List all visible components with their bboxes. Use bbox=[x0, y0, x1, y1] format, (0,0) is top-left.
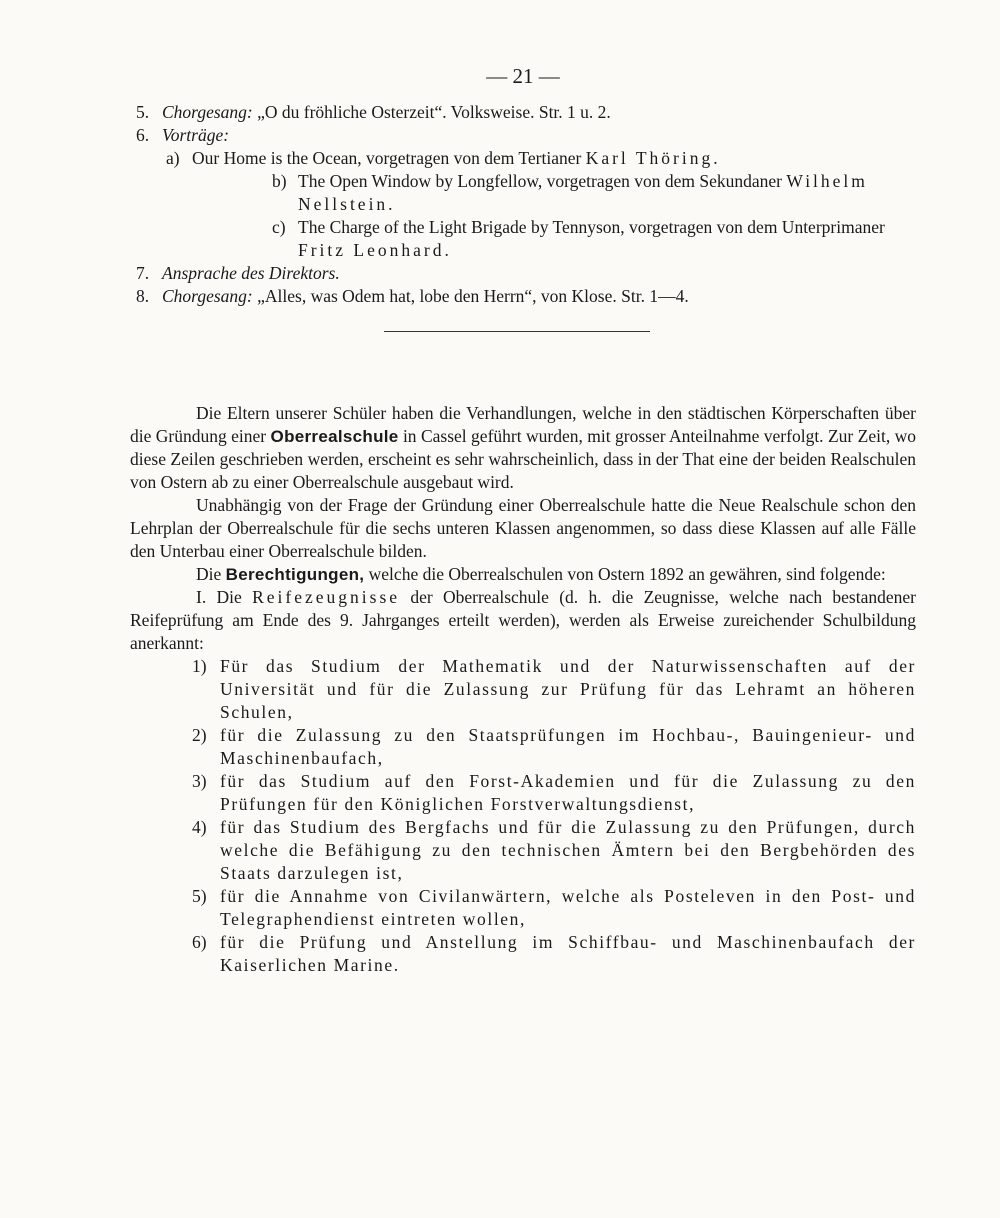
rights-number: 4) bbox=[192, 817, 207, 837]
page-number: — 21 — bbox=[486, 64, 560, 88]
paragraph-berechtigungen bbox=[130, 563, 916, 586]
subitem-letter: a) bbox=[166, 148, 180, 168]
subitem-text: Our Home is the Ocean, vorgetragen von dem Tertianer bbox=[192, 148, 586, 168]
rights-item bbox=[130, 770, 916, 816]
rights-item bbox=[130, 816, 916, 885]
text-run: Die bbox=[196, 564, 226, 584]
rights-item bbox=[130, 885, 916, 931]
speaker-name: Wilhelm Nellstein. bbox=[298, 171, 868, 214]
item-text: „O du fröhliche Osterzeit“. Volksweise. Str. 1 u. 2. bbox=[257, 102, 611, 122]
program-subitem-c bbox=[272, 216, 918, 262]
rights-item bbox=[130, 931, 916, 977]
item-text: „Alles, was Odem hat, lobe den Herrn“, von Klose. Str. 1—4. bbox=[257, 286, 689, 306]
item-number: 8. bbox=[136, 286, 150, 306]
rights-number: 1) bbox=[192, 656, 207, 676]
rights-number: 6) bbox=[192, 932, 207, 952]
paragraph-reifezeugnisse bbox=[130, 586, 916, 655]
speaker-name: Karl Thöring. bbox=[585, 148, 721, 168]
item-number: 5. bbox=[136, 102, 150, 122]
program-list bbox=[136, 101, 918, 308]
body-text bbox=[130, 402, 916, 977]
speaker-name: Fritz Leonhard. bbox=[298, 240, 452, 260]
bold-term: Berechtigungen, bbox=[225, 565, 365, 584]
program-subitem-b bbox=[272, 170, 918, 216]
text-run: I. Die bbox=[196, 587, 253, 607]
item-number: 7. bbox=[136, 263, 150, 283]
text-run: welche die Oberrealschulen von Ostern 1892 an gewähren, sind folgende: bbox=[364, 564, 886, 584]
rights-text: für das Studium des Bergfachs und für die Zulassung zu den Prüfungen, durch welche die Befähigung zu den technischen Ämtern bei den Bergbehörden des Staats darzulegen ist, bbox=[220, 817, 916, 883]
program-subitem-a bbox=[166, 147, 872, 170]
rights-list bbox=[130, 655, 916, 977]
rights-text: für das Studium auf den Forst-Akademien und für die Zulassung zu den Prüfungen für den Königlichen Forstverwaltungsdienst, bbox=[220, 771, 916, 814]
rights-item bbox=[130, 655, 916, 724]
paragraph-lehrplan: Unabhängig von der Frage der Gründung einer Oberrealschule hatte die Neue Realschule schon den Lehrplan der Oberrealschule für die sechs unteren Klassen angenommen, so dass diese Klassen auf alle Fälle den Unterbau einer Oberrealschule bilden. bbox=[130, 495, 916, 561]
rights-text: Für das Studium der Mathematik und der Naturwissenschaften auf der Universität und für die Zulassung zur Prüfung für das Lehramt an höheren Schulen, bbox=[220, 656, 916, 722]
subitem-text: The Open Window by Longfellow, vorgetragen von dem Sekundaner bbox=[298, 171, 787, 191]
item-label: Ansprache des Direktors. bbox=[162, 263, 340, 283]
program-item-5 bbox=[136, 101, 918, 124]
rights-text: für die Zulassung zu den Staatsprüfungen im Hochbau-, Bauingenieur- und Maschinenbaufach, bbox=[220, 725, 916, 768]
text-run: der Oberrealschule (d. h. die Zeugnisse, welche nach bestandener Reifeprüfung am Ende des 9. Jahrganges erteilt werden), werden als Erweise zureichender Schulbildung anerkannt: bbox=[130, 587, 916, 653]
rights-item bbox=[130, 724, 916, 770]
rights-number: 5) bbox=[192, 886, 207, 906]
program-item-8 bbox=[136, 285, 918, 308]
paragraph-oberrealschule bbox=[130, 402, 916, 494]
section-divider bbox=[384, 331, 650, 332]
item-number: 6. bbox=[136, 125, 150, 145]
subitem-letter: c) bbox=[272, 217, 286, 237]
subitem-letter: b) bbox=[272, 171, 287, 191]
rights-text: für die Annahme von Civilanwärtern, welche als Posteleven in den Post- und Telegraphendienst eintreten wollen, bbox=[220, 886, 916, 929]
item-label: Vorträge: bbox=[162, 125, 230, 145]
rights-number: 3) bbox=[192, 771, 207, 791]
item-label: Chorgesang: bbox=[162, 102, 253, 122]
subitem-text: The Charge of the Light Brigade by Tennyson, vorgetragen von dem Unterprimaner bbox=[298, 217, 885, 237]
program-item-6 bbox=[136, 124, 918, 262]
text-run: Die Eltern unserer Schüler haben die Verhandlungen, welche in den städtischen Körperschaften über die Gründung einer bbox=[130, 403, 916, 446]
item-label: Chorgesang: bbox=[162, 286, 253, 306]
program-item-7 bbox=[136, 262, 918, 285]
text-run: in Cassel geführt wurden, mit grosser Anteilnahme verfolgt. Zur Zeit, wo diese Zeilen geschrieben werden, erscheint es sehr wahrscheinlich, dass in der That eine der beiden Realschulen von Ostern ab zu einer Oberrealschule ausgebaut wird. bbox=[130, 426, 916, 492]
bold-term: Oberrealschule bbox=[270, 427, 399, 446]
spaced-term: Reifezeugnisse bbox=[252, 587, 401, 607]
rights-number: 2) bbox=[192, 725, 207, 745]
rights-text: für die Prüfung und Anstellung im Schiffbau- und Maschinenbaufach der Kaiserlichen Marine. bbox=[220, 932, 916, 975]
